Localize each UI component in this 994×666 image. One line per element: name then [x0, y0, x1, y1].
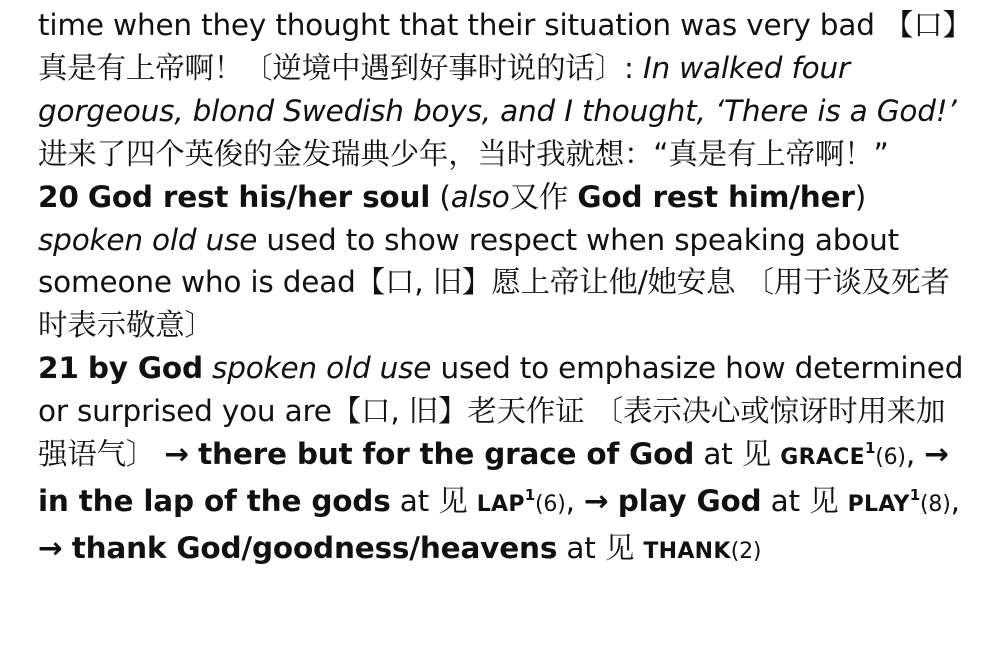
cross-ref-at: at: [566, 530, 596, 565]
chinese-gloss: 老天作证: [467, 394, 585, 429]
sense-20: [38, 176, 974, 348]
cross-ref-at: at: [770, 483, 800, 518]
chinese-gloss: 愿上帝让他/她安息: [491, 265, 736, 300]
also-open-paren: (: [439, 179, 451, 214]
cross-ref-target[interactable]: [780, 437, 906, 471]
cross-ref-arrow: →: [38, 530, 63, 565]
register: spoken old use: [38, 222, 258, 257]
cross-ref-phrase: in the lap of the gods: [38, 483, 391, 518]
definition-tail: time when they thought that their situation was very bad: [38, 8, 875, 42]
sense-19-continuation: [38, 4, 974, 176]
chinese-gloss: 真是有上帝啊！: [38, 50, 244, 85]
chinese-note: 〔用于谈及死者时表示敬意〕: [38, 265, 950, 343]
example-chinese: 进来了四个英俊的金发瑞典少年，当时我就想：“真是有上帝啊！”: [38, 136, 889, 171]
chinese-note: 〔表示决心或惊讶时用来加强语气〕: [38, 394, 946, 472]
cross-ref-homograph: 1: [864, 439, 876, 458]
definition: used to show respect when speaking about someone who is dead: [38, 222, 899, 300]
cross-ref-separator: ,: [950, 483, 960, 518]
cross-ref-arrow: →: [924, 437, 949, 472]
cross-ref-homograph: 1: [524, 486, 536, 505]
headword-phrase: God rest his/her soul: [87, 179, 431, 214]
also-close-paren: ): [854, 179, 867, 214]
register-label: 【口, 旧】: [355, 265, 492, 300]
cross-ref-word: PLAY: [847, 491, 910, 517]
cross-ref-target[interactable]: [477, 484, 566, 518]
cross-ref-homograph: 1: [909, 486, 921, 505]
cross-ref-separator: ,: [565, 483, 575, 518]
also-label: also: [450, 179, 510, 214]
register: spoken old use: [212, 351, 432, 386]
cross-ref-word: LAP: [476, 491, 525, 517]
sense-21: [38, 347, 974, 574]
cross-ref-target[interactable]: [643, 531, 761, 565]
definition: used to emphasize how determined or surprised you are: [38, 351, 964, 429]
cross-ref-sense: (8): [920, 491, 951, 517]
cross-ref-separator: ,: [905, 437, 915, 472]
cross-ref-arrow: →: [164, 437, 189, 472]
dictionary-entry: [38, 4, 974, 574]
cross-ref-at: at: [703, 437, 733, 472]
cross-ref-see: 见: [438, 483, 468, 518]
cross-ref-phrase: play God: [617, 483, 762, 518]
cross-ref-phrase: thank God/goodness/heavens: [71, 530, 558, 565]
cross-references: [38, 437, 960, 565]
register-label: 【口, 旧】: [331, 394, 468, 429]
sense-number: 20: [38, 179, 79, 214]
cross-ref-see: 见: [604, 530, 635, 565]
cross-ref-see: 见: [741, 437, 772, 472]
cross-ref-sense: (6): [875, 445, 906, 471]
cross-ref-phrase: there but for the grace of God: [198, 437, 695, 472]
cross-ref-word: THANK: [643, 538, 731, 564]
also-phrase: God rest him/her: [577, 179, 855, 214]
cross-ref-sense: (2): [730, 538, 762, 564]
cross-ref-arrow: →: [584, 483, 609, 518]
cross-ref-at: at: [399, 483, 430, 518]
cross-ref-target[interactable]: [848, 484, 951, 518]
cross-ref-see: 见: [809, 483, 839, 518]
also-chinese: 又作: [509, 179, 569, 214]
cross-ref-word: GRACE: [780, 445, 865, 471]
example-english: In walked four gorgeous, blond Swedish boys, and I thought, ‘There is a God!’: [38, 50, 957, 128]
chinese-note: 〔逆境中遇到好事时说的话〕:: [243, 50, 634, 85]
cross-ref-sense: (6): [535, 491, 566, 517]
register-label: 【口】: [883, 8, 972, 42]
sense-number: 21: [38, 351, 79, 386]
headword-phrase: by God: [87, 351, 203, 386]
